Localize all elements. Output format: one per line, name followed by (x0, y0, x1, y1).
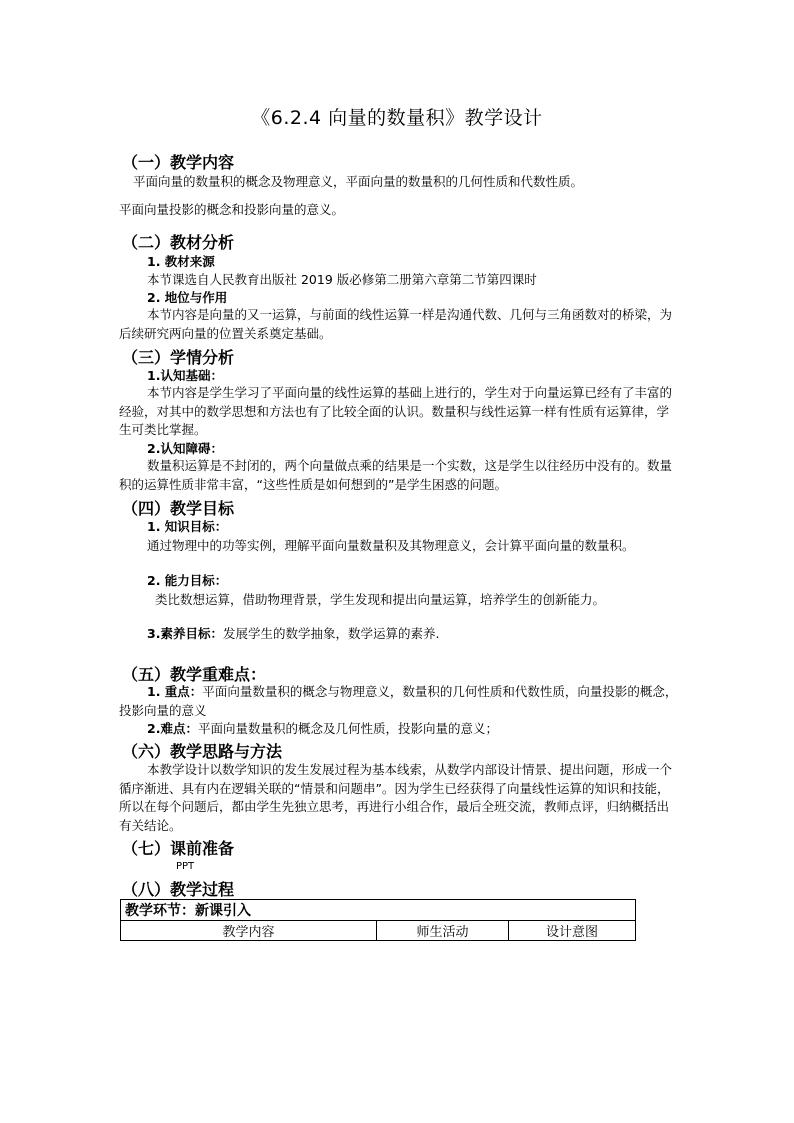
cognitive-barrier-text: 数量积运算是不封闭的，两个向量做点乘的结果是一个实数，这是学生以往经历中没有的。数量积的运算性质非常丰富，“这些性质是如何想到的”是学生困惑的问题。 (119, 458, 673, 492)
section-heading-key-points: （五）教学重难点： (122, 665, 267, 684)
difficult-point-text: 平面向量数量积的概念及几何性质，投影向量的意义； (197, 721, 498, 736)
process-table (120, 899, 636, 941)
key-point-label: 1. 重点： (147, 684, 203, 699)
section-heading-content: （一）教学内容 (122, 153, 235, 172)
section-heading-methods: （六）教学思路与方法 (122, 742, 283, 761)
cognitive-base-label: 1.认知基础： (147, 368, 223, 383)
literacy-goal-label: 3.素养目标： (147, 626, 223, 641)
difficult-point (147, 719, 498, 738)
table-columns-row (121, 921, 636, 941)
section-heading-process: （八）教学过程 (122, 880, 235, 899)
table-section-header: 教学环节：新课引入 (121, 900, 636, 921)
table-header-row (121, 900, 636, 921)
section-heading-preparation: （七）课前准备 (122, 839, 235, 858)
material-role-label: 2. 地位与作用 (147, 290, 228, 305)
material-source-text: 本节课选自人民教育出版社 2019 版必修第二册第六章第二节第四课时 (147, 272, 537, 287)
cognitive-barrier-label: 2.认知障碍： (147, 441, 223, 456)
section-heading-objectives: （四）教学目标 (122, 499, 235, 518)
methods-text: 本教学设计以数学知识的发生发展过程为基本线索，从数学内部设计情景、提出问题，形成一个循序渐进、具有内在逻辑关联的“情景和问题串”。因为学生已经获得了向量线性运算的知识和技能，所以在每个问题后，都由学生先独立思考，再进行小组合作，最后全班交流，教师点评，归纳概括出有关结论。 (119, 762, 673, 833)
ability-goal-text: 类比数想运算，借助物理背景，学生发现和提出向量运算，培养学生的创新能力。 (155, 592, 606, 607)
cognitive-base-text: 本节内容是学生学习了平面向量的线性运算的基础上进行的，学生对于向量运算已经有了丰富的经验，对其中的数学思想和方法也有了比较全面的认识。数量积与线性运算一样有性质有运算律，学生可类比掌握。 (119, 385, 673, 437)
preparation-text: PPT (176, 861, 195, 872)
section-heading-students: （三）学情分析 (122, 348, 235, 367)
key-point (119, 683, 679, 720)
column-header-content: 教学内容 (121, 921, 377, 941)
key-point-text: 平面向量数量积的概念与物理意义，数量积的几何性质和代数性质，向量投影的概念，投影向量的意义 (119, 684, 678, 718)
content-paragraph-2: 平面向量投影的概念和投影向量的意义。 (119, 202, 345, 217)
ability-goal-label: 2. 能力目标： (147, 573, 228, 588)
material-role-text: 本节内容是向量的又一运算，与前面的线性运算一样是沟通代数、几何与三角函数对的桥梁，为后续研究两向量的位置关系奠定基础。 (119, 307, 673, 341)
material-source-label: 1. 教材来源 (147, 254, 215, 269)
column-header-activity: 师生活动 (377, 921, 509, 941)
knowledge-goal-label: 1. 知识目标： (147, 519, 228, 534)
section-heading-material: （二）教材分析 (122, 233, 235, 252)
document-title: 《6.2.4 向量的数量积》教学设计 (251, 107, 543, 129)
column-header-intent: 设计意图 (509, 921, 636, 941)
literacy-goal-text: 发展学生的数学抽象，数学运算的素养. (222, 626, 440, 641)
literacy-goal (147, 624, 439, 643)
difficult-point-label: 2.难点： (147, 721, 198, 736)
content-paragraph-1: 平面向量的数量积的概念及物理意义，平面向量的数量积的几何性质和代数性质。 (133, 174, 584, 189)
knowledge-goal-text: 通过物理中的功等实例，理解平面向量数量积及其物理意义，会计算平面向量的数量积。 (147, 538, 635, 553)
